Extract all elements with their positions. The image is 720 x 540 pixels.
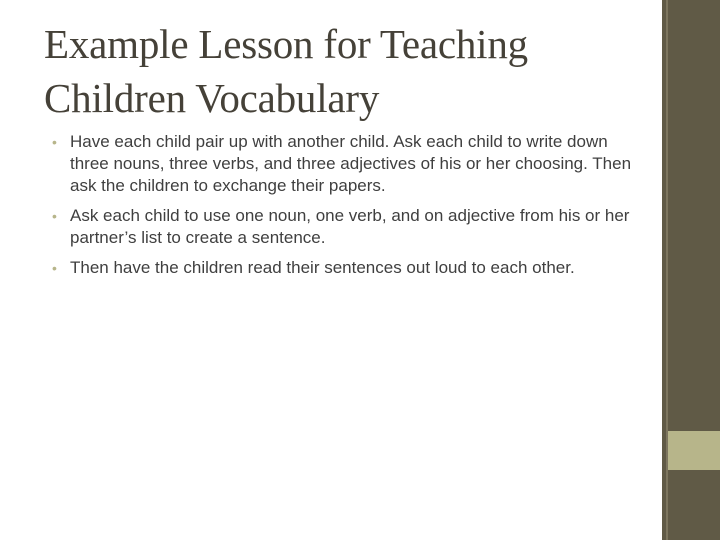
accent-block: [668, 431, 720, 470]
bullet-item: [52, 131, 642, 197]
bullet-text: Have each child pair up with another child. Ask each child to write down three nouns, three verbs, and three adjectives of his or her choosing. Then ask the children to exchange their papers.: [70, 132, 632, 195]
bullet-dot-icon: •: [52, 208, 57, 224]
bullet-item: [52, 205, 642, 249]
bullet-text: Ask each child to use one noun, one verb, and on adjective from his or her partner’s list to create a sentence.: [70, 206, 630, 247]
slide-title-line-2: Children Vocabulary: [44, 75, 380, 121]
bullet-dot-icon: •: [52, 134, 57, 150]
bullet-item: [52, 257, 642, 279]
bullet-list: [52, 131, 642, 287]
slide-title-line-1: Example Lesson for Teaching: [44, 21, 528, 67]
bullet-text: Then have the children read their sentences out loud to each other.: [70, 258, 575, 277]
bullet-dot-icon: •: [52, 260, 57, 276]
slide-title: [44, 17, 644, 125]
